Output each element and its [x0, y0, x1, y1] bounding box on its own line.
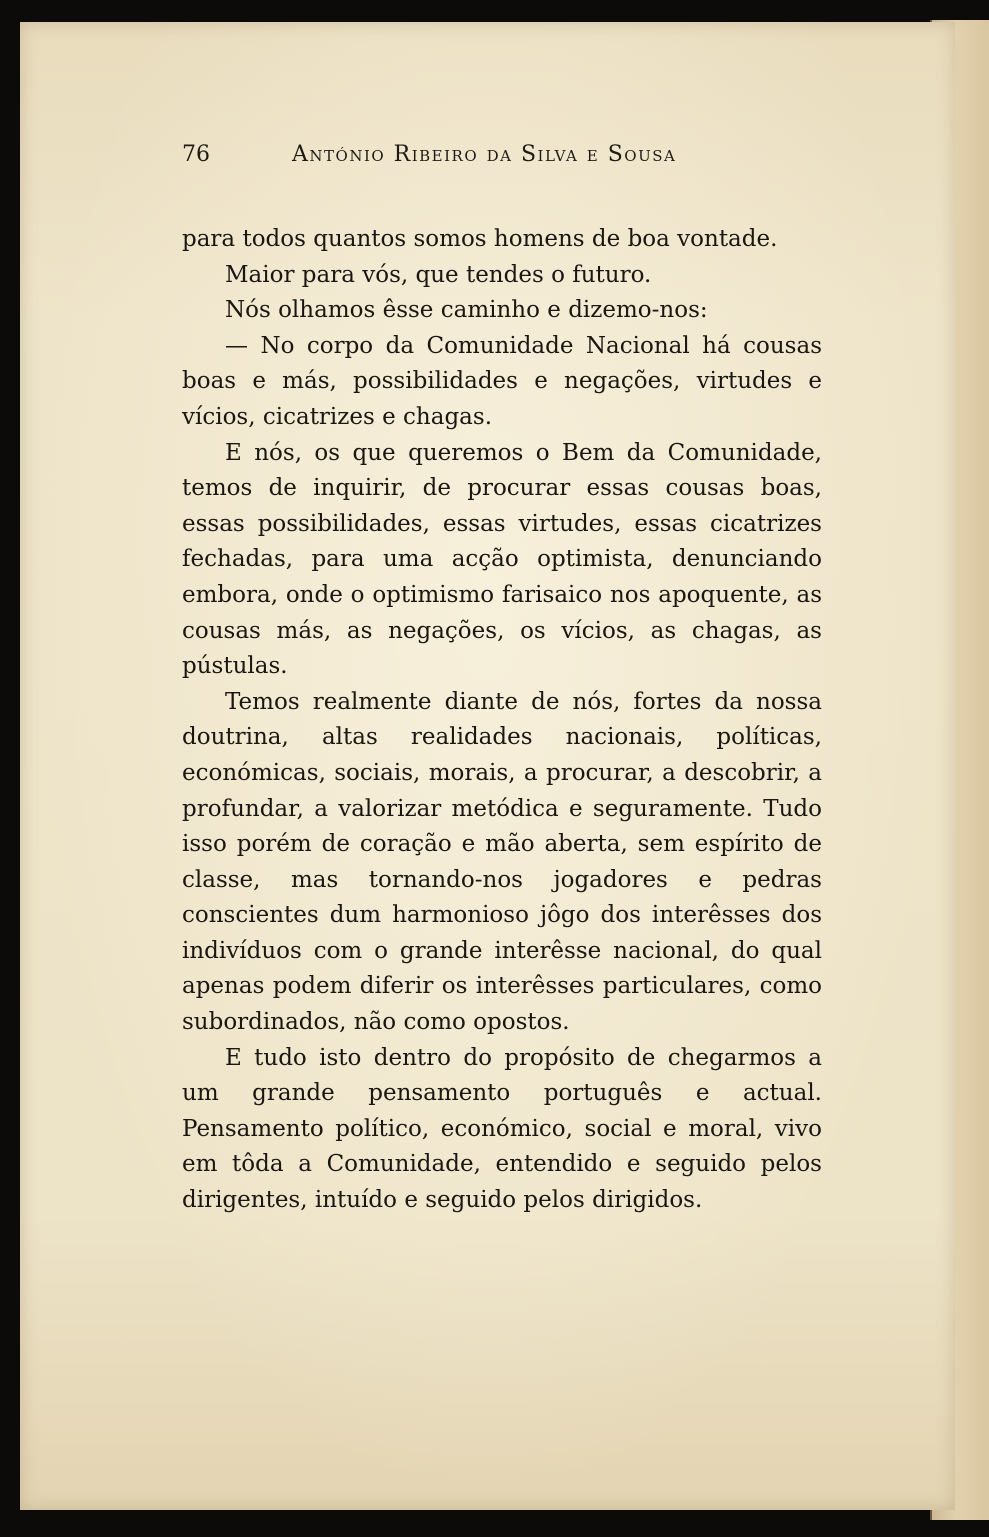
- paragraph: Nós olhamos êsse caminho e dizemo-nos:: [225, 297, 708, 324]
- paragraph-continuation: para todos quantos somos homens de boa vontade.: [182, 226, 778, 252]
- running-head-author: António Ribeiro da Silva e Sousa: [292, 142, 677, 167]
- paragraph-dialogue: — No corpo da Comunidade Nacional há cousas boas e más, possibilidades e negações, virtudes e vícios, cicatrizes e chagas.: [182, 332, 822, 430]
- paragraph: E tudo isto dentro do propósito de chegarmos a um grande pensamento português e actual. Pensamento político, económico, social e moral, vivo em tôda a Comunidade, entendido e seguido pelos dirigentes, intuído e seguido pelos dirigidos.: [182, 1044, 822, 1214]
- paragraph: E nós, os que queremos o Bem da Comunidade, temos de inquirir, de procurar essas cousas boas, essas possibilidades, essas virtudes, essas cicatrizes fechadas, para uma acção optimista, denunciando embora, onde o optimismo farisaico nos apoquente, as cousas más, as negações, os vícios, as chagas, as pústulas.: [182, 439, 822, 680]
- page-number: 76: [182, 142, 210, 167]
- paragraph: Temos realmente diante de nós, fortes da nossa doutrina, altas realidades nacionais, políticas, económicas, sociais, morais, a procurar, a descobrir, a profundar, a valorizar metódica e seguramente. Tudo isso porém de coração e mão aberta, sem espírito de classe, mas tornando-nos jogadores e pedras conscientes dum harmonioso jôgo dos interêsses dos indivíduos com o grande interêsse nacional, do qual apenas podem diferir os interêsses particulares, como subordinados, não como opostos.: [182, 688, 822, 1036]
- body-text: [182, 222, 822, 1219]
- paragraph: Maior para vós, que tendes o futuro.: [225, 261, 652, 288]
- page-header: [182, 142, 712, 176]
